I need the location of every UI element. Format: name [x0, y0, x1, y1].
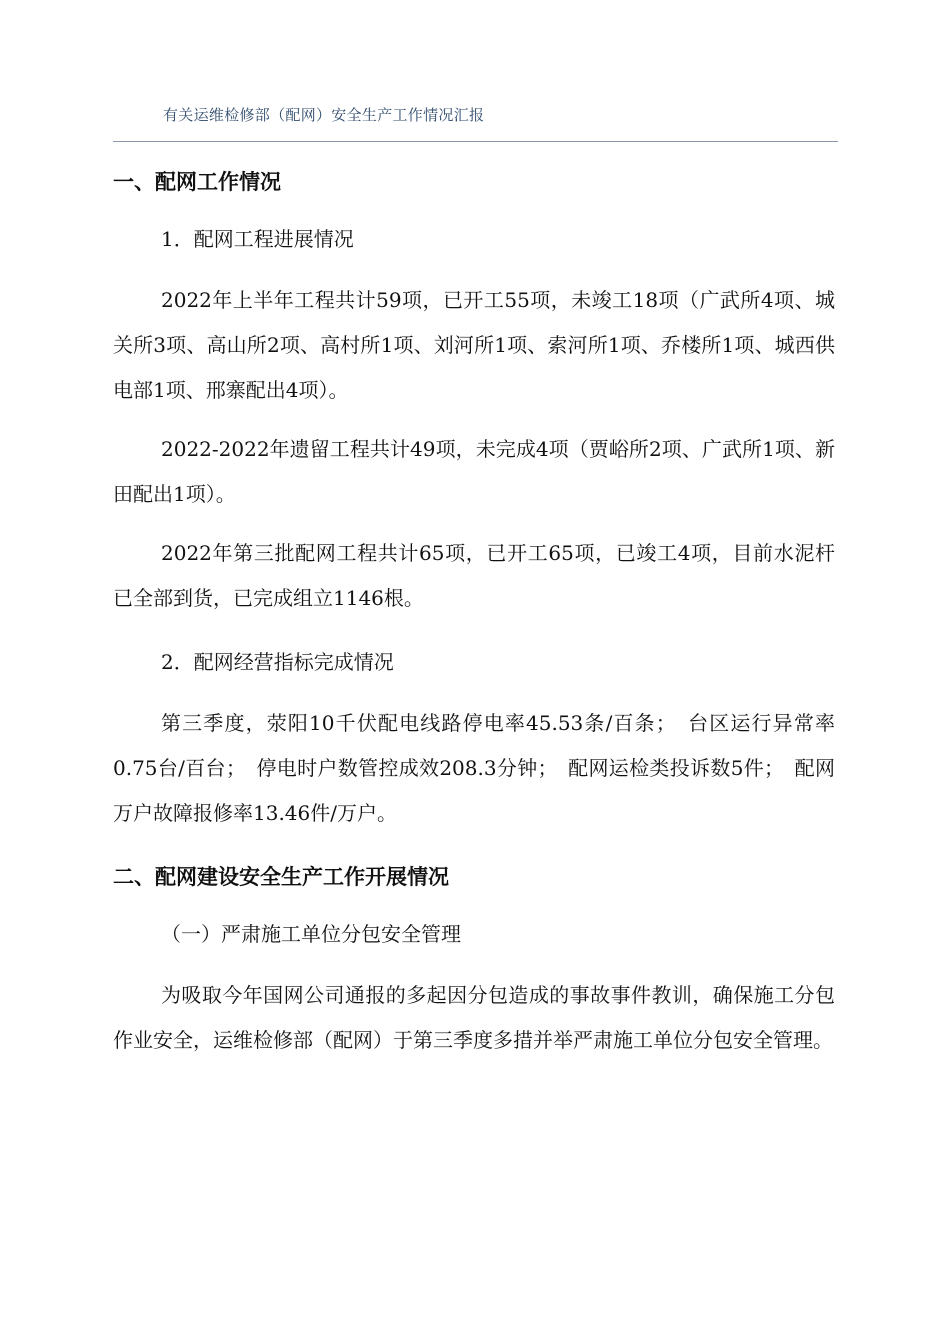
subheading-subcontract-safety: （一）严肃施工单位分包安全管理	[161, 922, 461, 946]
header-divider	[113, 141, 838, 142]
paragraph-indicators: 第三季度，荥阳10千伏配电线路停电率45.53条/百条； 台区运行异常率0.75台/百台； 停电时户数管控成效208.3分钟； 配网运检类投诉数5件； 配网万户故障报修率13.46件/万户。	[113, 711, 835, 825]
paragraph-subcontract-safety: 为吸取今年国网公司通报的多起因分包造成的事故事件教训，确保施工分包作业安全，运维检修部（配网）于第三季度多措并举严肃施工单位分包安全管理。	[113, 983, 835, 1052]
document-body	[113, 164, 835, 1063]
section-heading-2: 二、配网建设安全生产工作开展情况	[113, 865, 449, 889]
subheading-operating-indicators: 2．配网经营指标完成情况	[161, 650, 394, 674]
paragraph-legacy-projects: 2022-2022年遗留工程共计49项，未完成4项（贾峪所2项、广武所1项、新田配出1项）。	[113, 437, 835, 506]
paragraph-first-half-projects: 2022年上半年工程共计59项，已开工55项，未竣工18项（广武所4项、城关所3项、高山所2项、高村所1项、刘河所1项、索河所1项、乔楼所1项、城西供电部1项、邢寨配出4项）。	[113, 288, 835, 402]
subheading-project-progress: 1．配网工程进展情况	[161, 227, 354, 251]
paragraph-third-batch-projects: 2022年第三批配网工程共计65项，已开工65项，已竣工4项，目前水泥杆已全部到货，已完成组立1146根。	[113, 541, 835, 610]
running-header: 有关运维检修部（配网）安全生产工作情况汇报	[163, 106, 485, 124]
section-heading-1: 一、配网工作情况	[113, 170, 281, 194]
